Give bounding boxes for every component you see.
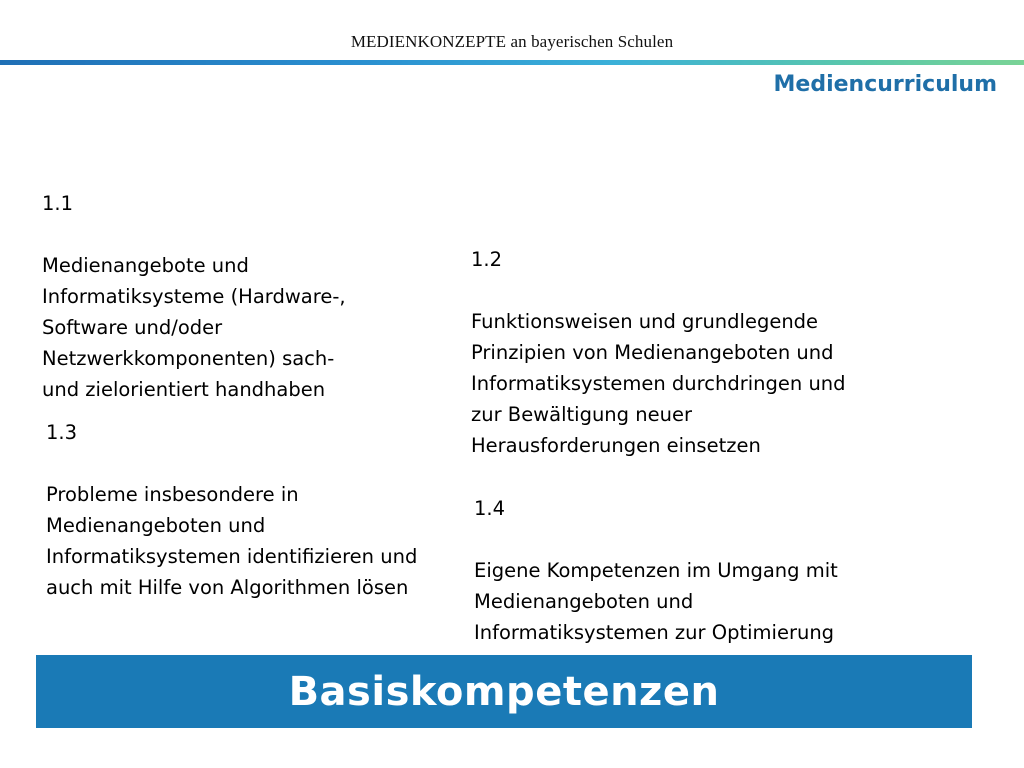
competence-text: Funktionsweisen und grundlegende Prinzipien von Medienangeboten und Informatiksystemen durchdringen und zur Bewältigung neuer Herausforderungen einsetzen (471, 310, 846, 457)
competence-number: 1.4 (474, 497, 506, 520)
competence-text: Probleme insbesondere in Medienangeboten und Informatiksystemen identifizieren und auch mit Hilfe von Algorithmen lösen (46, 483, 418, 599)
competence-number: 1.3 (46, 421, 78, 444)
competence-number: 1.2 (471, 248, 503, 271)
competence-text: Eigene Kompetenzen im Umgang mit Medienangeboten und Informatiksystemen zur Optimierung (474, 559, 838, 644)
competence-item-1-2 (471, 213, 891, 492)
competence-number: 1.1 (42, 192, 74, 215)
section-subtitle: Mediencurriculum (773, 72, 997, 97)
header-divider (0, 60, 1024, 65)
basiskompetenzen-banner (36, 655, 972, 728)
competence-item-1-3 (46, 386, 466, 634)
banner-title: Basiskompetenzen (288, 668, 720, 715)
competence-text: Medienangebote und Informatiksysteme (Hardware-, Software und/oder Netzwerkkomponenten) sach- und zielorientiert handhaben (42, 254, 346, 401)
document-header-title: MEDIENKONZEPTE an bayerischen Schulen (350, 32, 674, 51)
